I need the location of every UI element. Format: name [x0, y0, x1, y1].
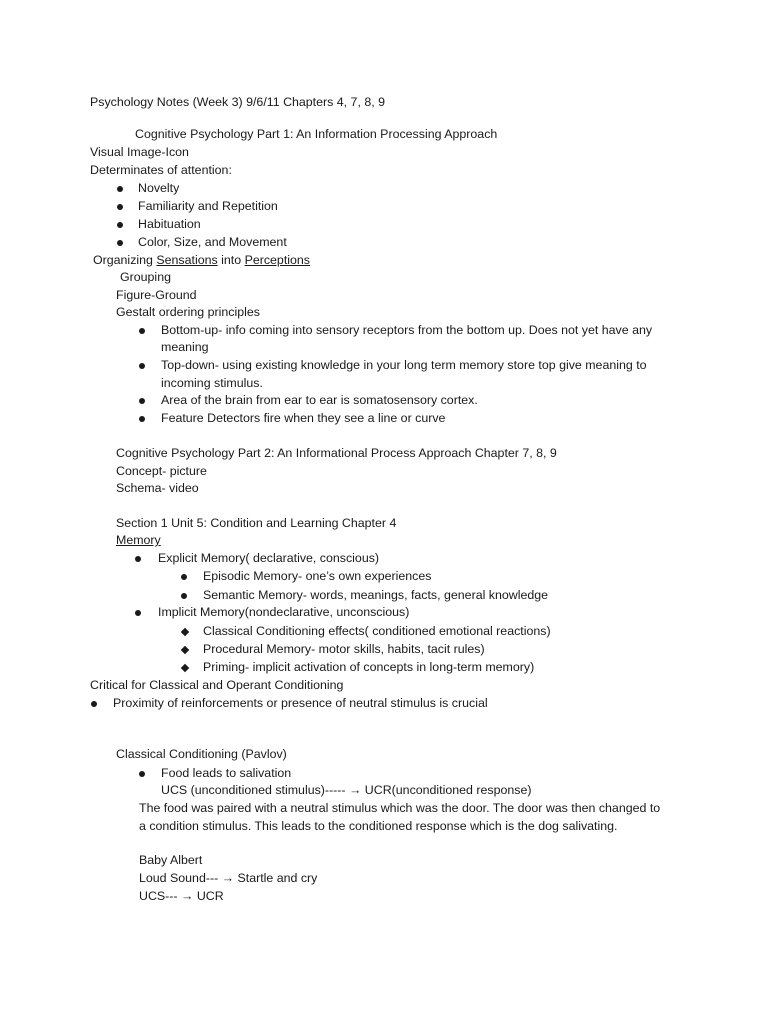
- perceptions-term: Perceptions: [244, 253, 310, 267]
- list-item: Novelty: [138, 181, 180, 195]
- feature-text: Feature Detectors fire when they see a line or curve: [161, 411, 446, 425]
- visual-image-line: Visual Image-Icon: [90, 145, 189, 159]
- top-down-text: Top-down- using existing knowledge in your long term memory store top give meaning to: [161, 358, 647, 372]
- attention-heading: Determinates of attention:: [90, 163, 232, 177]
- gestalt-heading: Gestalt ordering principles: [116, 305, 260, 319]
- critical-item: Proximity of reinforcements or presence of neutral stimulus is crucial: [113, 696, 488, 710]
- area-text: Area of the brain from ear to ear is somatosensory cortex.: [161, 393, 478, 407]
- loud-sound-line: Loud Sound--- → Startle and cry: [139, 871, 318, 885]
- ucs-ucr-line: UCS (unconditioned stimulus)----- → UCR(unconditioned response): [161, 783, 532, 797]
- schema-line: Schema- video: [116, 481, 199, 495]
- baby-albert: Baby Albert: [139, 853, 203, 867]
- bullet-icon: [91, 695, 97, 712]
- grouping-line: Grouping: [120, 270, 171, 284]
- episodic-memory: Episodic Memory- one’s own experiences: [203, 569, 432, 583]
- organizing-line: [93, 252, 310, 269]
- memory-heading: Memory: [116, 533, 161, 547]
- top-down-text-cont: incoming stimulus.: [161, 376, 263, 390]
- concept-line: Concept- picture: [116, 464, 207, 478]
- bottom-up-text-cont: meaning: [161, 340, 209, 354]
- bullet-icon: [117, 216, 123, 233]
- bullet-icon: [139, 410, 145, 427]
- semantic-memory: Semantic Memory- words, meanings, facts, general knowledge: [203, 588, 549, 602]
- part1-heading: Cognitive Psychology Part 1: An Information Processing Approach: [135, 127, 498, 141]
- bullet-icon: [181, 587, 187, 604]
- bullet-icon: [139, 357, 145, 374]
- part2-heading: Cognitive Psychology Part 2: An Informational Process Approach Chapter 7, 8, 9: [116, 446, 557, 460]
- bullet-icon: [135, 550, 141, 567]
- document-title: Psychology Notes (Week 3) 9/6/11 Chapters 4, 7, 8, 9: [90, 95, 386, 109]
- paragraph-line: a condition stimulus. This leads to the conditioned response which is the dog salivating.: [139, 819, 618, 833]
- procedural-memory: Procedural Memory- motor skills, habits, tacit rules): [203, 642, 485, 656]
- bullet-icon: [139, 765, 145, 782]
- bullet-icon: [117, 180, 123, 197]
- section1-heading: Section 1 Unit 5: Condition and Learning Chapter 4: [116, 516, 397, 530]
- diamond-bullet-icon: [182, 659, 188, 676]
- bullet-icon: [117, 234, 123, 251]
- food-item: Food leads to salivation: [161, 766, 292, 780]
- explicit-memory: Explicit Memory( declarative, conscious): [158, 551, 380, 565]
- implicit-memory: Implicit Memory(nondeclarative, unconscious): [158, 605, 410, 619]
- organizing-prefix: Organizing: [93, 253, 157, 267]
- bullet-icon: [139, 322, 145, 339]
- critical-heading: Critical for Classical and Operant Conditioning: [90, 678, 344, 692]
- bullet-icon: [135, 604, 141, 621]
- sensations-term: Sensations: [156, 253, 218, 267]
- list-item: Color, Size, and Movement: [138, 235, 287, 249]
- classical-heading: Classical Conditioning (Pavlov): [116, 747, 287, 761]
- classical-effects: Classical Conditioning effects( conditioned emotional reactions): [203, 624, 551, 638]
- diamond-bullet-icon: [182, 623, 188, 640]
- organizing-middle: into: [217, 253, 245, 267]
- diamond-bullet-icon: [182, 641, 188, 658]
- ucs-ucr-short: UCS--- → UCR: [139, 889, 224, 903]
- priming: Priming- implicit activation of concepts in long-term memory): [203, 660, 535, 674]
- paragraph-line: The food was paired with a neutral stimulus which was the door. The door was then changed to: [139, 801, 661, 815]
- bullet-icon: [117, 198, 123, 215]
- list-item: Familiarity and Repetition: [138, 199, 278, 213]
- bottom-up-text: Bottom-up- info coming into sensory receptors from the bottom up. Does not yet have any: [161, 323, 653, 337]
- figure-ground-line: Figure-Ground: [116, 288, 197, 302]
- bullet-icon: [139, 392, 145, 409]
- bullet-icon: [181, 568, 187, 585]
- list-item: Habituation: [138, 217, 201, 231]
